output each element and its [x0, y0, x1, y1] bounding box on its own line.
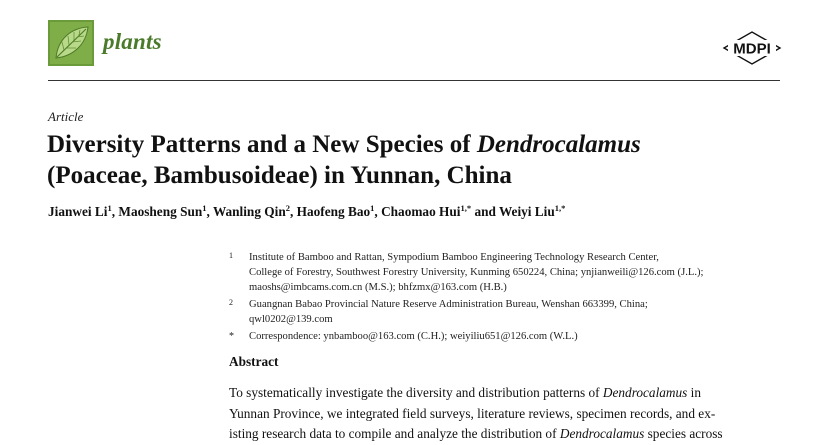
article-type: Article: [48, 109, 84, 124]
title-line-2: (Poaceae, Bambusoideae) in Yunnan, China: [47, 162, 512, 189]
mdpi-logo: [722, 31, 782, 65]
affiliation-2: 2 Guangnan Babao Provincial Nature Reserve Administration Bureau, Wenshan 663399, China; qwl0202@139.com: [229, 297, 789, 327]
correspondence-mark: *: [229, 331, 234, 342]
author[interactable]: Maosheng Sun$^1$: [118, 203, 207, 219]
abstract-heading: Abstract: [229, 354, 279, 369]
affiliation-mark: 2: [229, 298, 233, 307]
affiliations: [229, 250, 789, 346]
title-line-1: Diversity Patterns and a New Species of Dendrocalamus: [47, 131, 641, 158]
publisher-name: MDPI: [733, 40, 771, 58]
author[interactable]: Wanling Qin$^2$: [212, 203, 290, 219]
author[interactable]: Chaomao Hui$^{1,*}$: [381, 203, 472, 219]
affiliation-1: 1 Institute of Bamboo and Rattan, Sympodium Bamboo Engineering Technology Research Center, College of Forestry, Southwest Forestry University, Kunming 650224, China; ynjianweili@126.com (J.L.); maoshs@imbcams.com.cn (M.S.); bhfzmx@163.com (H.B.): [229, 250, 789, 295]
abstract-text: To systematically investigate the diversity and distribution patterns of Dendrocalamus in Yunnan Province, we integrated field surveys, literature reviews, specimen records, and ex- isting research data to compile and analyze the distribution of Dendrocalamus species across: [229, 385, 723, 441]
journal-name: plants: [103, 29, 162, 54]
correspondence: * Correspondence: ynbamboo@163.com (C.H.); weiyiliu651@126.com (W.L.): [229, 331, 578, 342]
author[interactable]: Weiyi Liu$^{1,*}$: [498, 203, 566, 219]
affiliation-mark: 1: [229, 251, 233, 260]
author[interactable]: Jianwei Li$^1$: [48, 203, 112, 219]
author-list: Jianwei Li$^1$, Maosheng Sun$^1$, Wanling Qin$^2$, Haofeng Bao$^1$, Chaomao Hui$^{1,*}$ and Weiyi Liu$^{1,*}$: [48, 203, 566, 219]
title-genus: Dendrocalamus: [476, 131, 641, 158]
author[interactable]: Haofeng Bao$^1$: [296, 203, 375, 219]
journal-logo: [48, 20, 94, 66]
article-title: [47, 129, 787, 191]
header-divider: [48, 80, 780, 81]
leaf-icon: [48, 20, 94, 66]
